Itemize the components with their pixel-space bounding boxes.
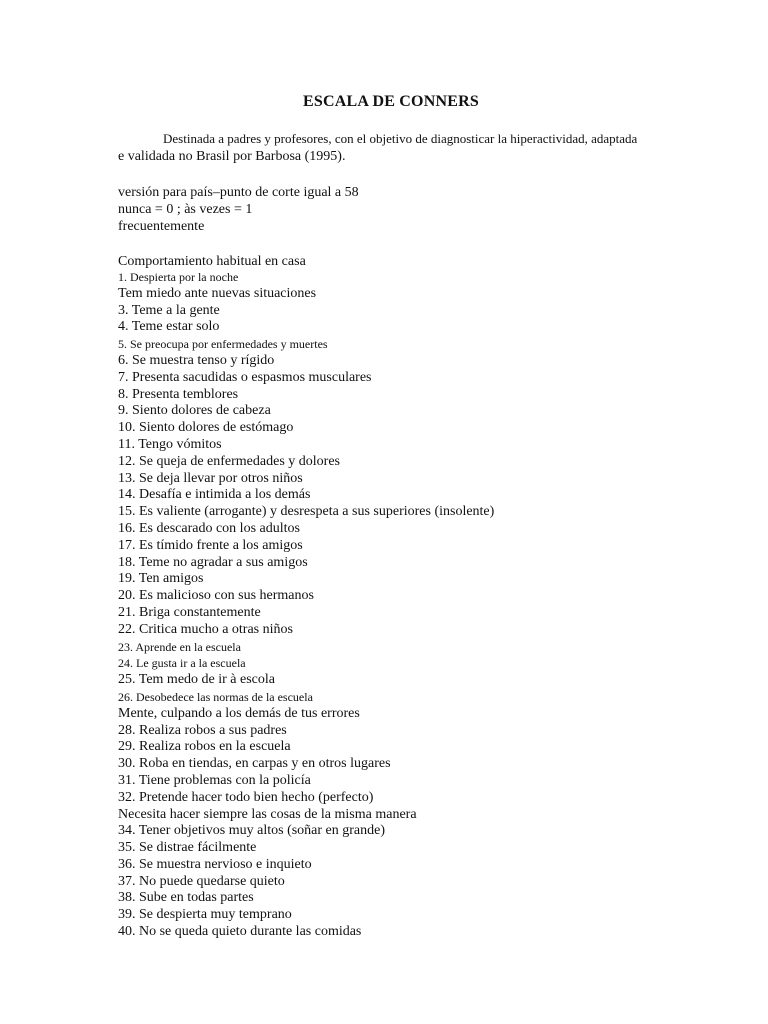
list-item: 8. Presenta temblores xyxy=(118,386,239,402)
list-item: 37. No puede quedarse quieto xyxy=(118,873,285,889)
criteria-line: versión para país–punto de corte igual a 58 xyxy=(118,185,359,200)
list-item: 1. Despierta por la noche xyxy=(118,270,239,284)
list-item: Mente, culpando a los demás de tus errores xyxy=(118,705,360,721)
list-item: 16. Es descarado con los adultos xyxy=(118,520,300,536)
list-item: 17. Es tímido frente a los amigos xyxy=(118,537,303,553)
item-list xyxy=(118,269,718,941)
list-item: 25. Tem medo de ir à escola xyxy=(118,672,275,688)
list-item: 11. Tengo vómitos xyxy=(118,436,222,452)
list-item: 30. Roba en tiendas, en carpas y en otros lugares xyxy=(118,756,391,772)
section-heading: Comportamiento habitual en casa xyxy=(118,254,306,269)
list-item: 19. Ten amigos xyxy=(118,571,204,587)
list-item: 15. Es valiente (arrogante) y desrespeta a sus superiores (insolente) xyxy=(118,504,495,520)
list-item: Tem miedo ante nuevas situaciones xyxy=(118,285,317,301)
list-item: 35. Se distrae fácilmente xyxy=(118,840,257,856)
list-item: 3. Teme a la gente xyxy=(118,302,220,318)
scoring-criteria xyxy=(118,184,678,235)
list-item: 18. Teme no agradar a sus amigos xyxy=(118,554,308,570)
list-item: 7. Presenta sacudidas o espasmos musculares xyxy=(118,369,372,385)
list-item: 13. Se deja llevar por otros niños xyxy=(118,470,303,486)
list-item: 22. Critica mucho a otras niños xyxy=(118,621,293,637)
list-item: Necesita hacer siempre las cosas de la misma manera xyxy=(118,806,417,822)
list-item: 12. Se queja de enfermedades y dolores xyxy=(118,453,340,469)
intro-line-2: e validada no Brasil por Barbosa (1995). xyxy=(118,149,346,164)
list-item: 5. Se preocupa por enfermedades y muertes xyxy=(118,337,328,352)
list-item: 36. Se muestra nervioso e inquieto xyxy=(118,856,312,872)
list-item: 40. No se queda quieto durante las comidas xyxy=(118,924,362,940)
list-item: 31. Tiene problemas con la policía xyxy=(118,772,311,788)
list-item: 10. Siento dolores de estómago xyxy=(118,420,294,436)
list-item: 26. Desobedece las normas de la escuela xyxy=(118,689,313,704)
intro-paragraph xyxy=(118,130,698,166)
list-item: 32. Pretende hacer todo bien hecho (perfecto) xyxy=(118,789,374,805)
list-item: 38. Sube en todas partes xyxy=(118,890,254,906)
list-item: 6. Se muestra tenso y rígido xyxy=(118,352,275,368)
list-item: 28. Realiza robos a sus padres xyxy=(118,722,287,738)
list-item: 21. Briga constantemente xyxy=(118,604,261,620)
list-item: 9. Siento dolores de cabeza xyxy=(118,403,271,419)
criteria-line: frecuentemente xyxy=(118,219,205,234)
document-title: ESCALA DE CONNERS xyxy=(303,93,479,110)
list-item: 29. Realiza robos en la escuela xyxy=(118,739,291,755)
list-item: 39. Se despierta muy temprano xyxy=(118,907,292,923)
intro-line-1: Destinada a padres y profesores, con el objetivo de diagnosticar la hiperactividad, adaptada xyxy=(163,131,638,146)
list-item: 24. Le gusta ir a la escuela xyxy=(118,656,246,671)
list-item: 4. Teme estar solo xyxy=(118,319,220,335)
list-item: 34. Tener objetivos muy altos (soñar en grande) xyxy=(118,823,386,839)
list-item: 23. Aprende en la escuela xyxy=(118,639,241,654)
list-item: 20. Es malicioso con sus hermanos xyxy=(118,588,314,604)
list-item: 14. Desafía e intimida a los demás xyxy=(118,487,311,503)
criteria-line: nunca = 0 ; às vezes = 1 xyxy=(118,202,253,217)
